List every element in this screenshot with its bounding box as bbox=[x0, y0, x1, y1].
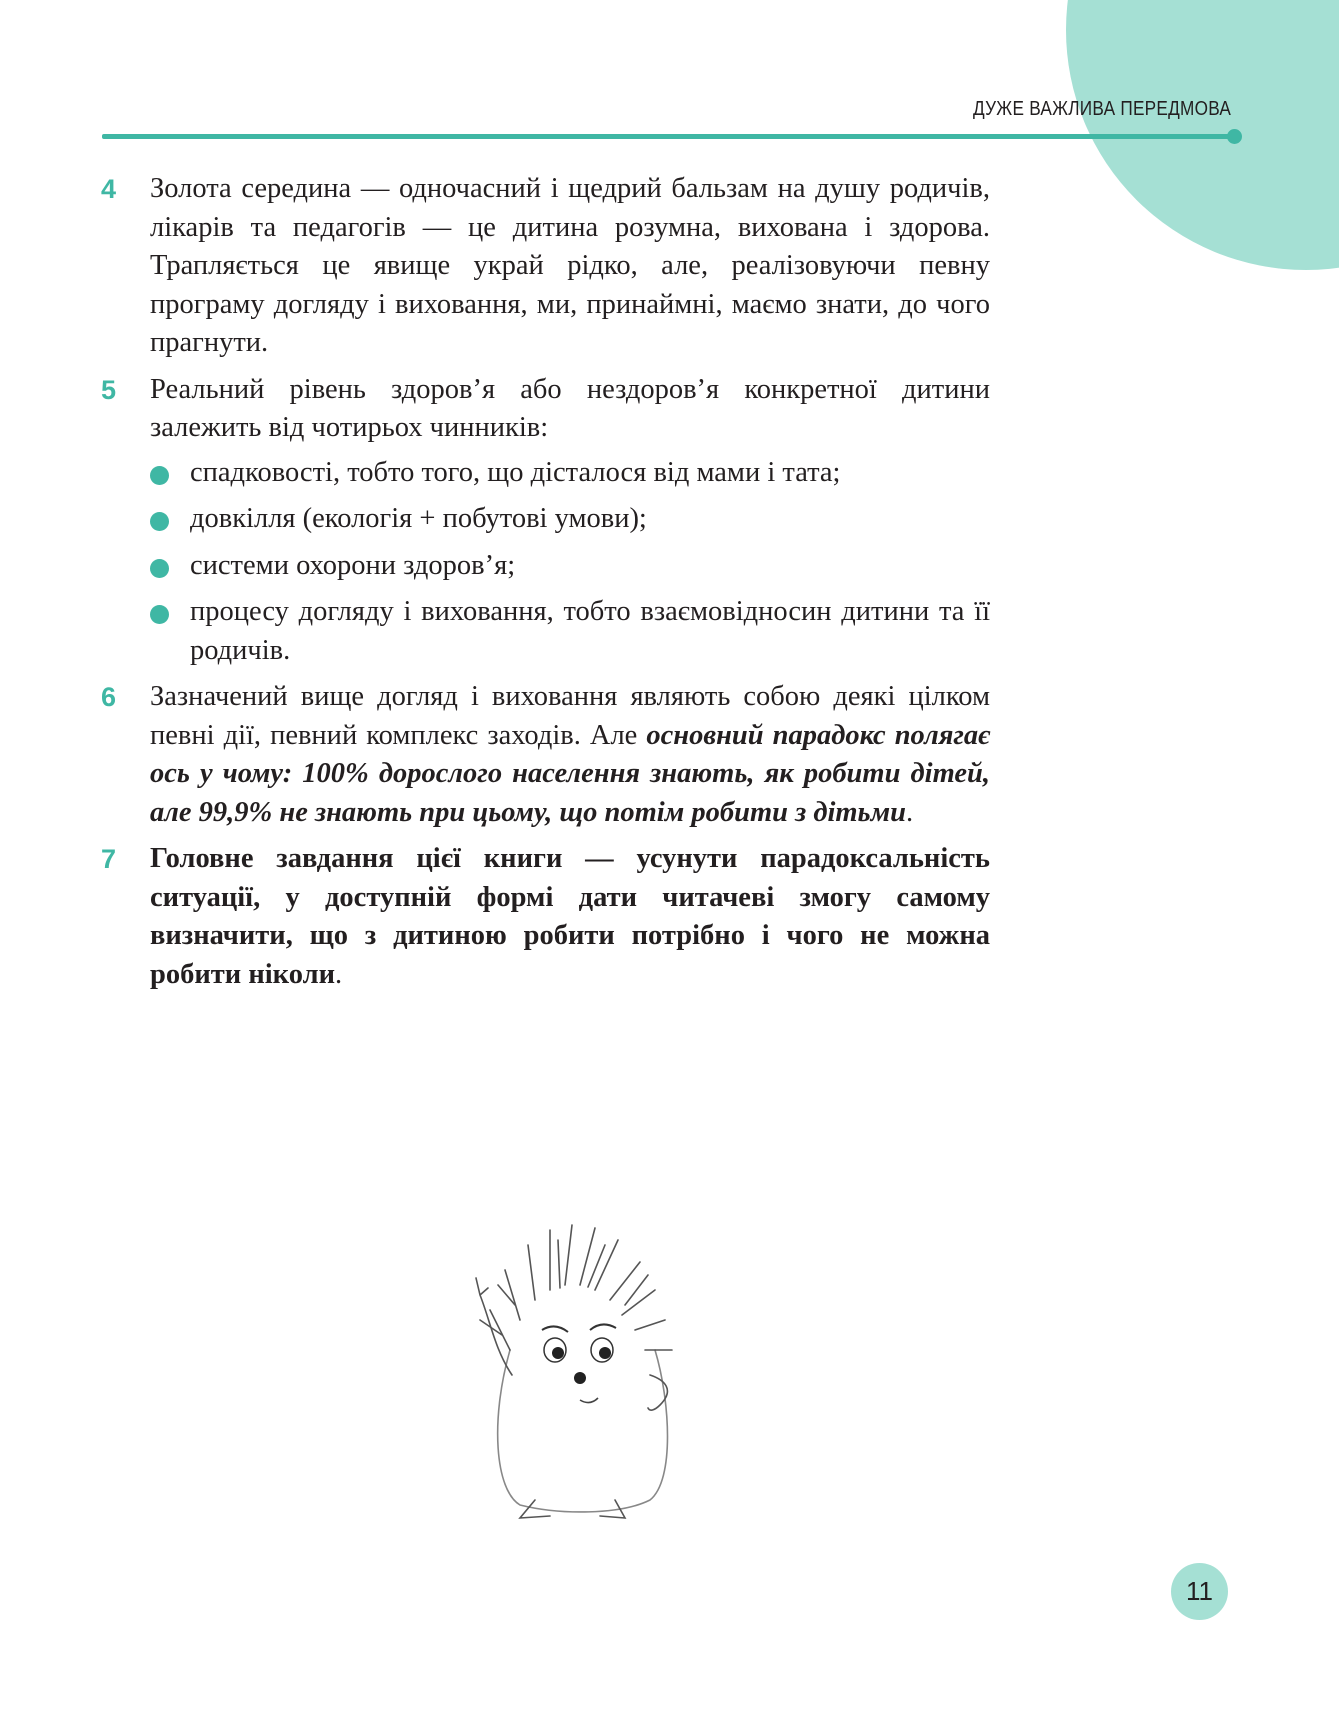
item-number: 6 bbox=[101, 682, 117, 712]
list-item-4 bbox=[100, 170, 990, 363]
item-text: Золота середина — одночасний і щедрий бальзам на душу родичів, лікарів та педагогів — це дитина розумна, вихована і здорова. Трапляється це явище украй рідко, але, реалізовуючи певну програму догляду і виховання, ми, принаймні, маємо знати, до чого прагнути. bbox=[150, 173, 990, 358]
factor-item: процесу догляду і виховання, тобто взаємовідносин дитини та її родичів. bbox=[150, 593, 990, 670]
list-item-7 bbox=[100, 840, 990, 994]
item-text: Реальний рівень здоров’я або нездоров’я конкретної дитини залежить від чотирьох чинників: bbox=[150, 373, 990, 443]
header-rule bbox=[102, 134, 1232, 139]
item-number: 5 bbox=[101, 374, 117, 405]
header-rule-dot bbox=[1227, 129, 1242, 144]
bold-text: Головне завдання цієї книги — усунути парадоксальність ситуації, у доступній формі дати читачеві змогу самому визначити, що з дитиною робити потрібно і чого не можна робити ніколи bbox=[150, 843, 990, 990]
emphasis-text: основний парадокс полягає ось у чому: 100% дорослого населення знають, як робити дітей, але 99,9% не знають при цьому, що потім робити з дітьми bbox=[150, 719, 990, 828]
factor-item: системи охорони здоров’я; bbox=[150, 547, 990, 586]
item-number: 7 bbox=[101, 844, 117, 874]
running-header: ДУЖЕ ВАЖЛИВА ПЕРЕДМОВА bbox=[972, 98, 1231, 120]
list-item-5 bbox=[100, 371, 990, 671]
bullet-dot-icon bbox=[150, 559, 169, 578]
main-content bbox=[100, 170, 990, 1002]
item-number: 4 bbox=[101, 174, 117, 204]
page-number: 11 bbox=[1171, 1563, 1228, 1620]
factor-item: довкілля (екологія + побутові умови); bbox=[150, 500, 990, 539]
bullet-dot-icon bbox=[150, 512, 169, 531]
bullet-dot-icon bbox=[150, 466, 169, 485]
bullet-dot-icon bbox=[150, 605, 169, 624]
item-text: Зазначений вище догляд і виховання являють собою деякі цілком певні дії, певний комплекс заходів. Але основний парадокс полягає ось у чому: 100% дорослого населення знають, як робити дітей, але 99,9% не знають при цьому, що потім робити з дітьми. bbox=[150, 681, 990, 828]
item-text: Головне завдання цієї книги — усунути парадоксальність ситуації, у доступній формі дати читачеві змогу самому визначити, що з дитиною робити потрібно і чого не можна робити ніколи. bbox=[150, 843, 990, 990]
list-item-6 bbox=[100, 678, 990, 832]
factor-list bbox=[150, 454, 990, 671]
hedgehog-illustration bbox=[450, 1200, 720, 1530]
factor-item: спадковості, тобто того, що дісталося від мами і тата; bbox=[150, 454, 990, 493]
